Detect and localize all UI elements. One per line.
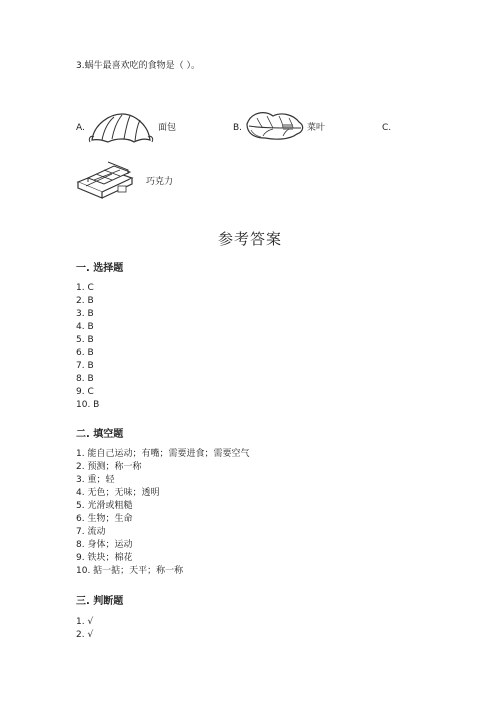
chocolate-icon xyxy=(74,160,136,200)
list-item: 9. 铁块；棉花 xyxy=(76,553,133,563)
list-item: 1. C xyxy=(76,283,94,293)
list-item: 5. B xyxy=(76,335,94,345)
section-heading-judge: 三. 判断题 xyxy=(76,596,124,607)
option-c-label: 巧克力 xyxy=(146,177,174,187)
list-item: 5. 光滑或粗糙 xyxy=(76,501,133,511)
page-title: 参考答案 xyxy=(217,230,282,248)
option-a-label: 面包 xyxy=(158,123,177,133)
section-heading-fill: 二. 填空题 xyxy=(76,429,124,440)
leaf-icon xyxy=(243,108,307,144)
list-item: 9. C xyxy=(76,387,94,397)
section-heading-choice: 一. 选择题 xyxy=(76,263,124,274)
question-text: 3.蜗牛最喜欢吃的食物是（ ）。 xyxy=(76,61,200,71)
list-item: 6. 生物；生命 xyxy=(76,514,133,524)
list-item: 8. 身体；运动 xyxy=(76,540,133,550)
list-item: 2. √ xyxy=(76,630,94,640)
list-item: 2. B xyxy=(76,296,94,306)
list-item: 1. 能自己运动；有嘴；需要进食；需要空气 xyxy=(76,449,250,459)
list-item: 7. B xyxy=(76,361,94,371)
list-item: 2. 预测；称一称 xyxy=(76,462,142,472)
list-item: 3. B xyxy=(76,309,94,319)
option-c-letter: C. xyxy=(382,123,392,133)
list-item: 10. 掂一掂；天平；称一称 xyxy=(76,566,184,576)
list-item: 8. B xyxy=(76,374,94,384)
list-item: 4. 无色；无味；透明 xyxy=(76,488,160,498)
list-item: 4. B xyxy=(76,322,94,332)
option-b-label: 菜叶 xyxy=(307,123,326,133)
list-item: 1. √ xyxy=(76,617,94,627)
list-item: 6. B xyxy=(76,348,94,358)
option-b-letter: B. xyxy=(233,123,243,133)
list-item: 10. B xyxy=(76,400,100,410)
option-a-letter: A. xyxy=(76,123,85,133)
croissant-icon xyxy=(88,110,154,146)
list-item: 7. 流动 xyxy=(76,527,106,537)
list-item: 3. 重；轻 xyxy=(76,475,115,485)
